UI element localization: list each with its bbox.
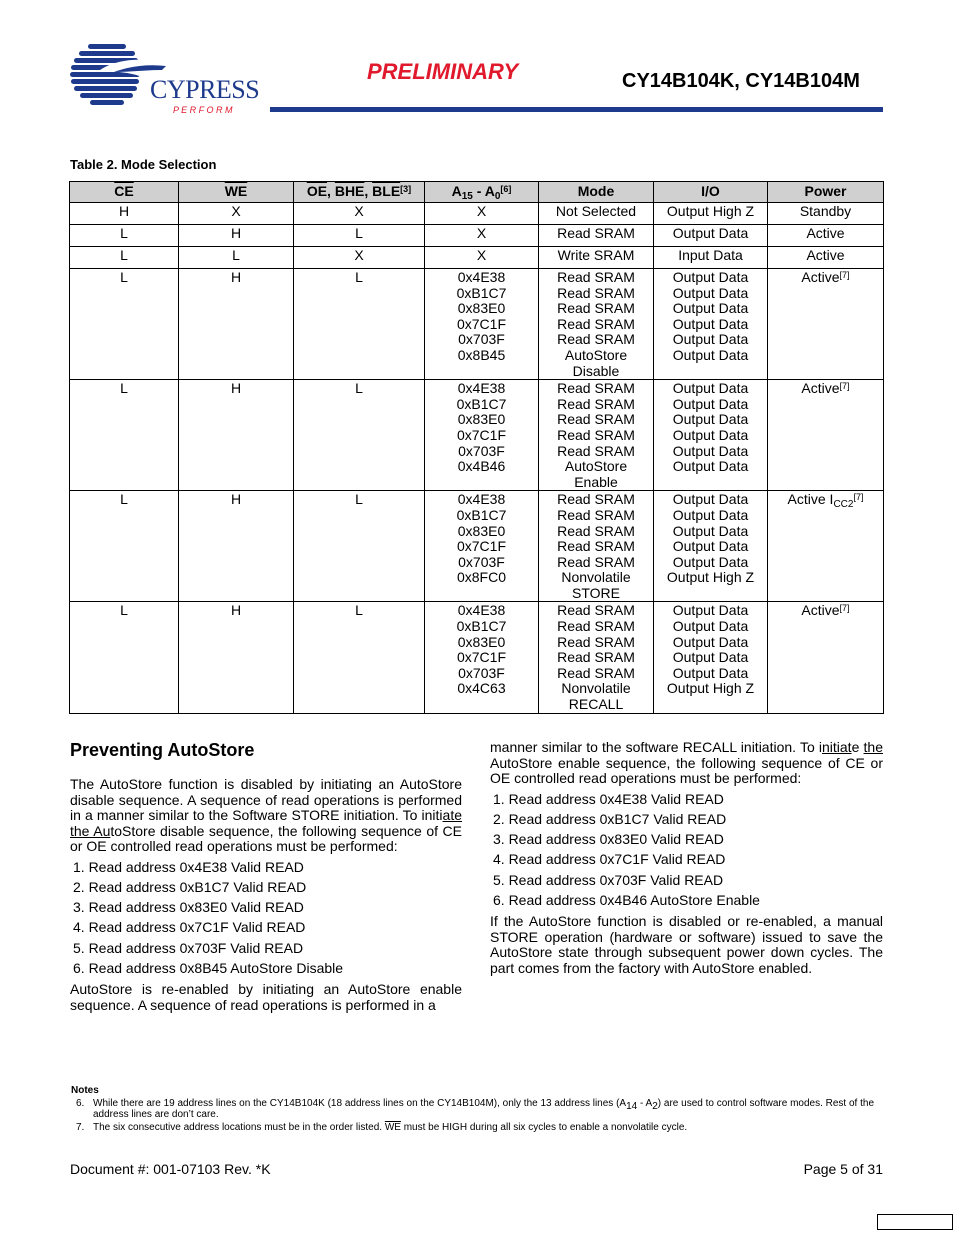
cell-address: X [425,247,539,269]
cell-we: H [179,491,294,602]
cell-mode: Read SRAM Read SRAM Read SRAM Read SRAM Read SRAM Nonvolatile STORE [539,491,654,602]
cell-we: H [179,380,294,491]
table-row [70,380,884,491]
header-address: $A_{15} - A_0[6]$ [425,182,539,203]
cell-oe: X [294,247,425,269]
preliminary-label: PRELIMINARY [367,59,519,84]
list-item: 4. Read address 0x7C1F Valid READ [73,919,306,936]
list-item: 2. Read address 0xB1C7 Valid READ [73,878,307,895]
page-number: Page 5 of 31 [803,1161,883,1177]
list-item: 3. Read address 0x83E0 Valid READ [73,899,304,916]
list-item: 6. Read address 0x8B45 AutoStore Disable [73,959,344,976]
paragraph-reenable: AutoStore is re-enabled by initiating an AutoStore enable sequence. A sequence of read operations is performed in a [70,981,462,1013]
feedback-box[interactable] [877,1214,953,1230]
list-item: 2. Read address 0xB1C7 Valid READ [493,810,727,827]
header-rule [270,107,883,112]
table-row [70,602,884,713]
cell-oe: X [294,203,425,225]
table-body [70,203,884,714]
cell-we: X [179,203,294,225]
cell-mode: Read SRAM Read SRAM Read SRAM Read SRAM Read SRAM Nonvolatile RECALL [539,602,654,713]
cell-oe: L [294,491,425,602]
right-column [490,740,883,976]
cell-mode: Read SRAM [539,225,654,247]
cell-address: 0x4E38 0xB1C7 0x83E0 0x7C1F 0x703F 0x4B46 [425,380,539,491]
cell-ce: L [70,602,179,713]
cell-power: Active $I_{CC2}[7]$ [768,491,884,602]
cell-mode: Read SRAM Read SRAM Read SRAM Read SRAM Read SRAM AutoStore Disable [539,269,654,380]
cell-we: H [179,269,294,380]
table-row [70,269,884,380]
section-heading: Preventing AutoStore [70,740,255,760]
disable-sequence-list [70,860,462,977]
list-item: 4. Read address 0x7C1F Valid READ [493,851,726,868]
header-power: Power [768,182,884,203]
cell-power: Active[7] [768,380,884,491]
cell-io: Output Data [654,225,768,247]
list-item: 1. Read address 0x4E38 Valid READ [73,858,304,875]
cell-power: Active[7] [768,269,884,380]
cell-oe: L [294,269,425,380]
header-mode: Mode [539,182,654,203]
cell-we: L [179,247,294,269]
cell-io: Output High Z [654,203,768,225]
document-number: Document #: 001-07103 Rev. *K [70,1161,271,1177]
logo-tagline: P E R F O R M [173,105,233,115]
notes-title: Notes [71,1085,99,1096]
cell-power: Active [768,225,884,247]
cell-mode: Write SRAM [539,247,654,269]
logo-wordmark: CYPRESS [150,75,260,104]
header-oe-bhe-ble: $\overline{OE}$, $\overline{BHE}$, $\overline{BLE}[3]$ [294,182,425,203]
cell-address: 0x4E38 0xB1C7 0x83E0 0x7C1F 0x703F 0x8FC0 [425,491,539,602]
table-header-row [70,182,884,203]
cell-io: Output Data Output Data Output Data Output Data Output Data Output Data [654,269,768,380]
cell-we: H [179,602,294,713]
cell-ce: L [70,380,179,491]
cell-power: Active [768,247,884,269]
cell-mode: Not Selected [539,203,654,225]
cell-mode: Read SRAM Read SRAM Read SRAM Read SRAM Read SRAM AutoStore Enable [539,380,654,491]
list-item: 6. Read address 0x4B46 AutoStore Enable [493,891,760,908]
cell-address: X [425,225,539,247]
table-row [70,203,884,225]
header-we: $\overline{WE}$ [179,182,294,203]
cell-io: Output Data Output Data Output Data Output Data Output Data Output High Z [654,491,768,602]
cell-oe: L [294,602,425,713]
notes-block [71,1085,883,1135]
cell-ce: H [70,203,179,225]
table-row [70,225,884,247]
cell-address: 0x4E38 0xB1C7 0x83E0 0x7C1F 0x703F 0x4C63 [425,602,539,713]
cell-io: Output Data Output Data Output Data Output Data Output Data Output Data [654,380,768,491]
cell-io: Output Data Output Data Output Data Output Data Output Data Output High Z [654,602,768,713]
part-number-title: CY14B104K, CY14B104M [622,70,860,92]
cell-ce: L [70,247,179,269]
cell-we: H [179,225,294,247]
cell-power: Standby [768,203,884,225]
cell-address: 0x4E38 0xB1C7 0x83E0 0x7C1F 0x703F 0x8B45 [425,269,539,380]
cell-ce: L [70,225,179,247]
left-column [70,739,462,1013]
header-ce: $\overline{CE}$ [70,182,179,203]
table-row [70,247,884,269]
paragraph-enable: manner similar to the software RECALL initiation. To initiate the AutoStore enable sequence, the following sequence of CE or OE controlled read operations must be performed: [490,739,883,786]
cell-oe: L [294,380,425,491]
table-row [70,491,884,602]
header-io: I/O [654,182,768,203]
paragraph-factory: If the AutoStore function is disabled or re-enabled, a manual STORE operation (hardware or software) issued to save the AutoStore state through subsequent power down cycles. The part comes from the factory with AutoStore enabled. [490,913,883,976]
note-7: 7. The six consecutive address locations must be in the order listed. $\overline{WE}$ must be HIGH during all six cycles to enable a nonvolatile cycle. [76,1122,688,1133]
cell-ce: L [70,269,179,380]
mode-selection-table [69,181,884,714]
cell-power: Active[7] [768,602,884,713]
list-item: 5. Read address 0x703F Valid READ [493,871,724,888]
cell-io: Input Data [654,247,768,269]
paragraph-disable: The AutoStore function is disabled by initiating an AutoStore disable sequence. A sequence of read operations is performed in a manner similar to the Software STORE initiation. To initiate the AutoStore disable sequence, the following sequence of CE or $\overline{OE}$ controlled read operations must be performed: [70,776,462,854]
cell-oe: L [294,225,425,247]
note-6: 6. While there are 19 address lines on the CY14B104K (18 address lines on the CY14B104M), only the 13 address lines $(A_{14} - A_2)$ are used to control software modes. Rest of the address lines are don’t care. [76,1098,875,1120]
cell-ce: L [70,491,179,602]
table-caption: Table 2. Mode Selection [70,157,217,172]
cell-address: X [425,203,539,225]
list-item: 3. Read address 0x83E0 Valid READ [493,831,724,848]
list-item: 1. Read address 0x4E38 Valid READ [493,790,724,807]
list-item: 5. Read address 0x703F Valid READ [73,939,304,956]
enable-sequence-list [490,792,883,909]
cypress-logo [70,42,260,118]
